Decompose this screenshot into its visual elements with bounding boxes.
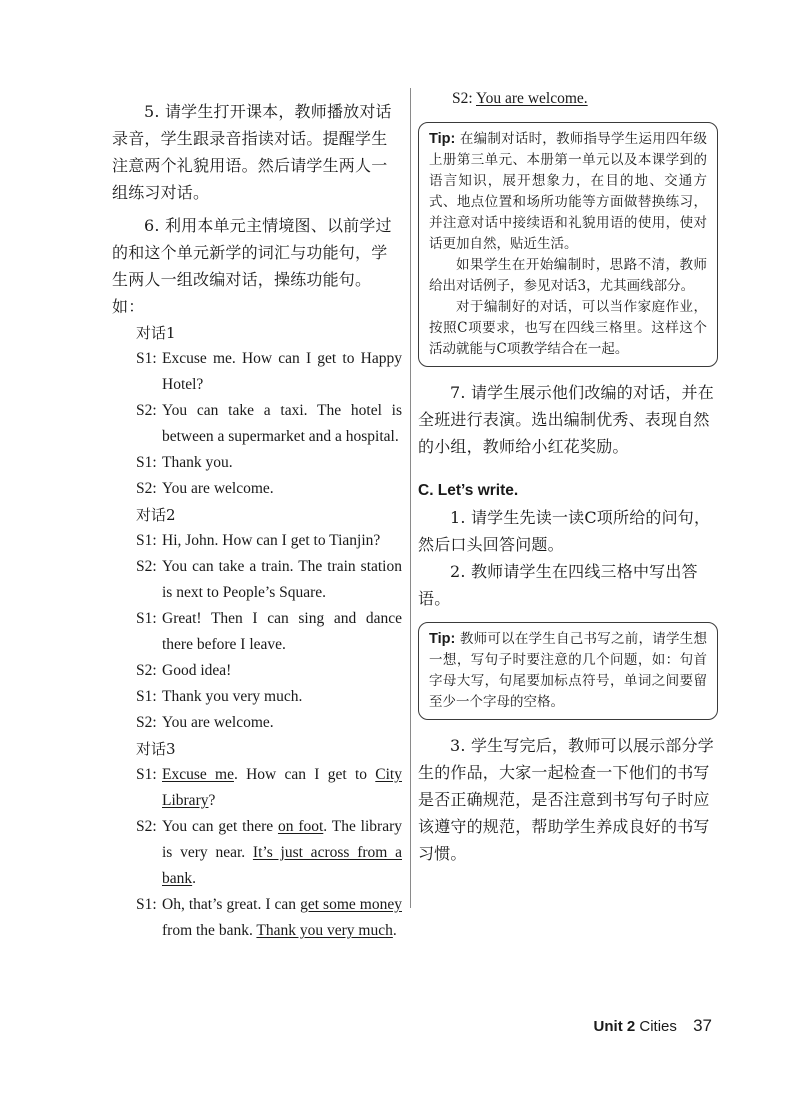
underlined-phrase: on foot	[277, 818, 324, 835]
dialogue-3-label: 对话3	[136, 740, 176, 758]
step-6: 6. 利用本单元主情境图、以前学过的和这个单元新学的词汇与功能句，学生两人一组改编对话，操练功能句。如：	[112, 216, 392, 316]
dialogue-1	[112, 320, 402, 502]
tip-paragraph: 对于编制好的对话，可以当作家庭作业，按照C项要求，也写在四线三格里。这样这个活动就能与C项教学结合在一起。	[429, 299, 707, 357]
unit-number: Unit 2	[593, 1018, 636, 1035]
dialogue-line: S2: You can take a taxi. The hotel is between a supermarket and a hospital.	[136, 402, 402, 445]
tip-box-2: Tip: 教师可以在学生自己书写之前，请学生想一想，写句子时要注意的几个问题，如：句首字母大写，句尾要加标点符号，单词之间要留至少一个字母的空格。	[418, 622, 718, 720]
left-column	[112, 98, 402, 944]
underlined-phrase: City Library	[162, 766, 402, 809]
column-divider	[410, 88, 411, 908]
underlined-phrase: It’s just across from a bank	[162, 844, 402, 887]
right-column	[418, 90, 718, 867]
tip-paragraph: 如果学生在开始编制时，思路不清，教师给出对话例子，参见对话3，尤其画线部分。	[429, 257, 707, 294]
dialogue-line: S1: Excuse me. How can I get to Happy Hotel?	[136, 350, 402, 393]
dialogue-1-label: 对话1	[136, 324, 176, 342]
section-c-step-1: 1. 请学生先读一读C项所给的问句，然后口头回答问题。	[418, 508, 711, 554]
tip-label: Tip:	[429, 631, 456, 647]
underlined-phrase: You are welcome.	[476, 90, 588, 107]
page-footer	[594, 1016, 712, 1036]
tip-box-1: Tip: 在编制对话时，教师指导学生运用四年级上册第三单元、本册第一单元以及本课学到的语言知识，展开想象力，在目的地、交通方式、地点位置和场所功能等方面做替换练习，并注意对话中接续语和礼貌用语的使用，使对话更加自然，贴近生活。 如果学生在开始编制时，思路不清，教师给出对话例子，参见对话3，尤其画线部分。 对于编制好的对话，可以当作家庭作业，按照C项要求，也写在四线三格里。这样这个活动就能与C项教学结合在一起。	[418, 122, 718, 367]
dialogue-line: S1: Hi, John. How can I get to Tianjin?	[136, 532, 381, 549]
unit-title: Cities	[639, 1018, 677, 1035]
tip-label: Tip:	[429, 131, 456, 147]
section-c-heading: C. Let’s write.	[418, 482, 519, 499]
section-c-step-3: 3. 学生写完后，教师可以展示部分学生的作品，大家一起检查一下他们的书写是否正确规范，是否注意到书写句子时应该遵守的规范，帮助学生养成良好的书写习惯。	[418, 736, 714, 863]
step-5: 5. 请学生打开课本，教师播放对话录音，学生跟录音指读对话。提醒学生注意两个礼貌用语。然后请学生两人一组练习对话。	[112, 102, 392, 202]
dialogue-line: S1: Oh, that’s great. I can get some money from the bank. Thank you very much.	[136, 896, 402, 939]
underlined-phrase: Excuse me	[162, 766, 234, 783]
dialogue-line: S1: Thank you.	[136, 454, 233, 471]
dialogue-line: S2: Good idea!	[136, 662, 232, 679]
dialogue-line: S2: You are welcome.	[136, 714, 274, 731]
dialogue-line: S2: You can get there on foot. The library is very near. It’s just across from a bank.	[136, 818, 403, 887]
section-c-step-2: 2. 教师请学生在四线三格中写出答语。	[418, 562, 698, 608]
step-7: 7. 请学生展示他们改编的对话，并在全班进行表演。选出编制优秀、表现自然的小组，教师给小红花奖励。	[418, 383, 714, 456]
dialogue-line-continued: S2: You are welcome.	[452, 90, 588, 107]
dialogue-line: S2: You are welcome.	[136, 480, 274, 497]
dialogue-line: S1: Great! Then I can sing and dance there before I leave.	[136, 610, 402, 653]
dialogue-2	[112, 502, 402, 736]
dialogue-line: S2: You can take a train. The train station is next to People’s Square.	[136, 558, 402, 601]
underlined-phrase: Thank you very much	[256, 922, 393, 939]
dialogue-line: S1: Excuse me. How can I get to City Library?	[136, 766, 402, 809]
page-number: 37	[693, 1016, 712, 1035]
dialogue-line: S1: Thank you very much.	[136, 688, 303, 705]
dialogue-3	[112, 736, 402, 944]
underlined-phrase: get some money	[300, 896, 402, 913]
dialogue-2-label: 对话2	[136, 506, 176, 524]
